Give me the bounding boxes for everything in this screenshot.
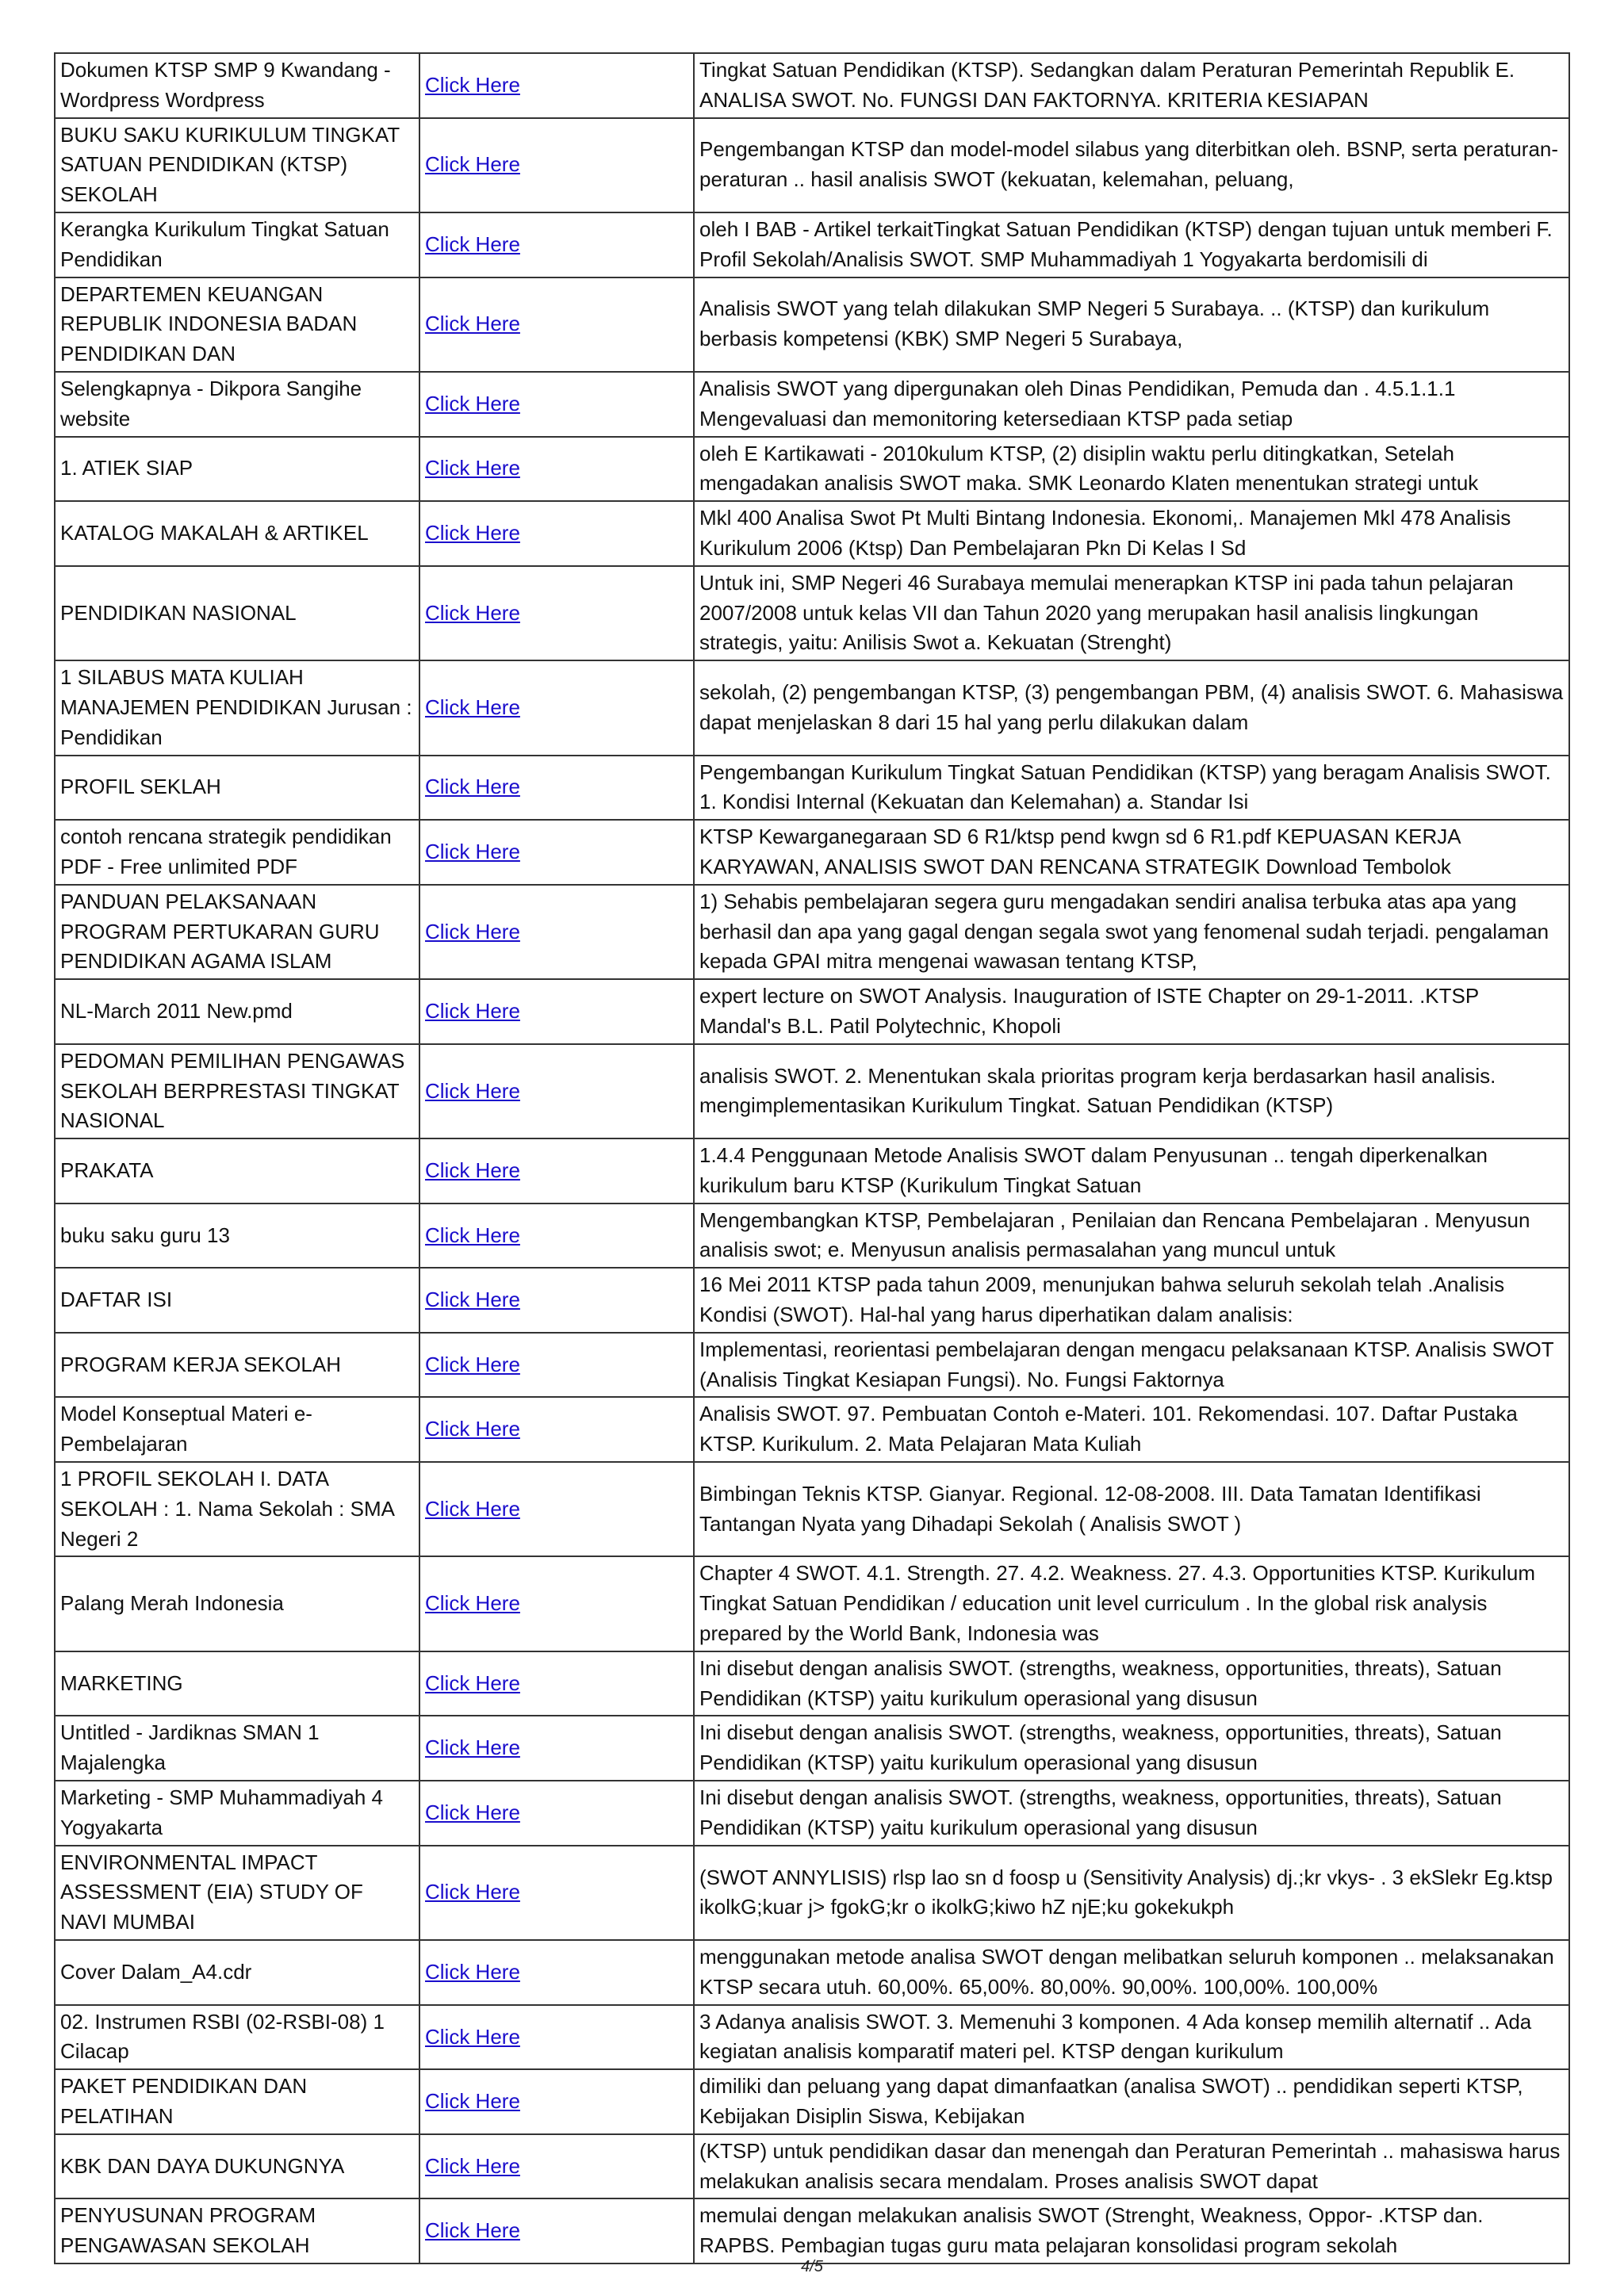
result-link-cell bbox=[419, 756, 694, 821]
result-description: (KTSP) untuk pendidikan dasar dan menengah dan Peraturan Pemerintah .. mahasiswa harus melakukan analisis secara mendalam. Proses analisis SWOT dapat bbox=[694, 2134, 1569, 2199]
click-here-link[interactable]: Click Here bbox=[425, 1591, 520, 1616]
result-description: Analisis SWOT yang telah dilakukan SMP Negeri 5 Surabaya. .. (KTSP) dan kurikulum berbasis kompetensi (KBK) SMP Negeri 5 Surabaya, bbox=[694, 277, 1569, 372]
result-description: Tingkat Satuan Pendidikan (KTSP). Sedangkan dalam Peraturan Pemerintah Republik E. ANALISA SWOT. No. FUNGSI DAN FAKTORNYA. KRITERIA KESIAPAN bbox=[694, 53, 1569, 118]
result-title: Cover Dalam_A4.cdr bbox=[55, 1940, 419, 2005]
click-here-link[interactable]: Click Here bbox=[425, 232, 520, 256]
result-description: menggunakan metode analisa SWOT dengan melibatkan seluruh komponen .. melaksanakan KTSP secara utuh. 60,00%. 65,00%. 80,00%. 90,00%. 100,00%. 100,00% bbox=[694, 1940, 1569, 2005]
result-title: PENDIDIKAN NASIONAL bbox=[55, 566, 419, 660]
click-here-link[interactable]: Click Here bbox=[425, 152, 520, 177]
table-row bbox=[55, 1397, 1569, 1462]
table-row bbox=[55, 820, 1569, 885]
table-row bbox=[55, 1138, 1569, 1203]
click-here-link[interactable]: Click Here bbox=[425, 1352, 520, 1376]
table-row bbox=[55, 277, 1569, 372]
result-link-cell bbox=[419, 2069, 694, 2134]
result-title: Marketing - SMP Muhammadiyah 4 Yogyakarta bbox=[55, 1781, 419, 1846]
result-description: oleh E Kartikawati - 2010kulum KTSP, (2) disiplin waktu perlu ditingkatkan, Setelah mengadakan analisis SWOT maka. SMK Leonardo Klaten menentukan strategi untuk bbox=[694, 437, 1569, 502]
result-title: buku saku guru 13 bbox=[55, 1203, 419, 1269]
result-link-cell bbox=[419, 1138, 694, 1203]
result-link-cell bbox=[419, 2005, 694, 2070]
result-description: Ini disebut dengan analisis SWOT. (strengths, weakness, opportunities, threats), Satuan Pendidikan (KTSP) yaitu kurikulum operasional yang disusun bbox=[694, 1716, 1569, 1781]
table-row bbox=[55, 437, 1569, 502]
table-row bbox=[55, 756, 1569, 821]
click-here-link[interactable]: Click Here bbox=[425, 391, 520, 415]
result-description: Untuk ini, SMP Negeri 46 Surabaya memulai menerapkan KTSP ini pada tahun pelajaran 2007/2008 untuk kelas VII dan Tahun 2020 yang merupakan hasil analisis lingkungan strategis, yaitu: Anilisis Swot a. Kekuatan (Strenght) bbox=[694, 566, 1569, 660]
table-row bbox=[55, 1940, 1569, 2005]
click-here-link[interactable]: Click Here bbox=[425, 1288, 520, 1312]
result-link-cell bbox=[419, 1781, 694, 1846]
click-here-link[interactable]: Click Here bbox=[425, 1496, 520, 1521]
result-description: Analisis SWOT yang dipergunakan oleh Dinas Pendidikan, Pemuda dan . 4.5.1.1.1 Mengevaluasi dan memonitoring ketersediaan KTSP pada setiap bbox=[694, 372, 1569, 437]
table-row bbox=[55, 372, 1569, 437]
table-row bbox=[55, 1846, 1569, 1940]
result-description: Implementasi, reorientasi pembelajaran dengan mengacu pelaksanaan KTSP. Analisis SWOT (Analisis Tingkat Kesiapan Fungsi). No. Fungsi Faktornya bbox=[694, 1333, 1569, 1398]
result-description: analisis SWOT. 2. Menentukan skala prioritas program kerja berdasarkan hasil analisis. mengimplementasikan Kurikulum Tingkat. Satuan Pendidikan (KTSP) bbox=[694, 1044, 1569, 1138]
click-here-link[interactable]: Click Here bbox=[425, 456, 520, 480]
result-title: Palang Merah Indonesia bbox=[55, 1556, 419, 1651]
result-title: 1 SILABUS MATA KULIAH MANAJEMEN PENDIDIKAN Jurusan : Pendidikan bbox=[55, 660, 419, 755]
result-description: 16 Mei 2011 KTSP pada tahun 2009, menunjukan bahwa seluruh sekolah telah .Analisis Kondisi (SWOT). Hal-hal yang harus diperhatikan dalam analisis: bbox=[694, 1268, 1569, 1333]
result-title: KBK DAN DAYA DUKUNGNYA bbox=[55, 2134, 419, 2199]
result-link-cell bbox=[419, 1462, 694, 1556]
click-here-link[interactable]: Click Here bbox=[425, 2089, 520, 2114]
document-page bbox=[54, 52, 1570, 2264]
table-row bbox=[55, 1203, 1569, 1269]
result-title: PENYUSUNAN PROGRAM PENGAWASAN SEKOLAH bbox=[55, 2198, 419, 2263]
result-title: BUKU SAKU KURIKULUM TINGKAT SATUAN PENDIDIKAN (KTSP) SEKOLAH bbox=[55, 118, 419, 212]
result-description: KTSP Kewarganegaraan SD 6 R1/ktsp pend kwgn sd 6 R1.pdf KEPUASAN KERJA KARYAWAN, ANALISIS SWOT DAN RENCANA STRATEGIK Download Tembolok bbox=[694, 820, 1569, 885]
result-link-cell bbox=[419, 437, 694, 502]
click-here-link[interactable]: Click Here bbox=[425, 1078, 520, 1103]
result-title: contoh rencana strategik pendidikan PDF - Free unlimited PDF bbox=[55, 820, 419, 885]
table-row bbox=[55, 1462, 1569, 1556]
result-link-cell bbox=[419, 1846, 694, 1940]
click-here-link[interactable]: Click Here bbox=[425, 1670, 520, 1695]
result-title: MARKETING bbox=[55, 1651, 419, 1716]
result-description: Analisis SWOT. 97. Pembuatan Contoh e-Materi. 101. Rekomendasi. 107. Daftar Pustaka KTSP. Kurikulum. 2. Mata Pelajaran Mata Kuliah bbox=[694, 1397, 1569, 1462]
table-row bbox=[55, 118, 1569, 212]
result-description: Mkl 400 Analisa Swot Pt Multi Bintang Indonesia. Ekonomi,. Manajemen Mkl 478 Analisis Kurikulum 2006 (Ktsp) Dan Pembelajaran Pkn Di Kelas I Sd bbox=[694, 501, 1569, 566]
result-title: PRAKATA bbox=[55, 1138, 419, 1203]
table-row bbox=[55, 885, 1569, 979]
result-link-cell bbox=[419, 820, 694, 885]
result-link-cell bbox=[419, 1397, 694, 1462]
result-title: 1. ATIEK SIAP bbox=[55, 437, 419, 502]
result-title: PROGRAM KERJA SEKOLAH bbox=[55, 1333, 419, 1398]
result-description: Bimbingan Teknis KTSP. Gianyar. Regional. 12-08-2008. III. Data Tamatan Identifikasi Tantangan Nyata yang Dihadapi Sekolah ( Analisis SWOT ) bbox=[694, 1462, 1569, 1556]
page-number: 4/5 bbox=[801, 2258, 823, 2275]
result-title: NL-March 2011 New.pmd bbox=[55, 979, 419, 1044]
table-row bbox=[55, 979, 1569, 1044]
result-description: sekolah, (2) pengembangan KTSP, (3) pengembangan PBM, (4) analisis SWOT. 6. Mahasiswa dapat menjelaskan 8 dari 15 hal yang perlu dilakukan dalam bbox=[694, 660, 1569, 755]
result-title: PROFIL SEKLAH bbox=[55, 756, 419, 821]
result-title: Selengkapnya - Dikpora Sangihe website bbox=[55, 372, 419, 437]
result-link-cell bbox=[419, 566, 694, 660]
result-link-cell bbox=[419, 501, 694, 566]
table-row bbox=[55, 1781, 1569, 1846]
click-here-link[interactable]: Click Here bbox=[425, 1959, 520, 1984]
result-title: PANDUAN PELAKSANAAN PROGRAM PERTUKARAN GURU PENDIDIKAN AGAMA ISLAM bbox=[55, 885, 419, 979]
table-row bbox=[55, 1556, 1569, 1651]
result-link-cell bbox=[419, 885, 694, 979]
result-description: dimiliki dan peluang yang dapat dimanfaatkan (analisa SWOT) .. pendidikan seperti KTSP, Kebijakan Disiplin Siswa, Kebijakan bbox=[694, 2069, 1569, 2134]
table-row bbox=[55, 2198, 1569, 2263]
result-title: 02. Instrumen RSBI (02-RSBI-08) 1 Cilacap bbox=[55, 2005, 419, 2070]
click-here-link[interactable]: Click Here bbox=[425, 1417, 520, 1441]
result-link-cell bbox=[419, 1716, 694, 1781]
result-description: (SWOT ANNYLISIS) rlsp lao sn d foosp u (Sensitivity Analysis) dj.;kr vkys- . 3 ekSlekr Eg.ktsp ikolkG;kuar j> fgokG;kr o ikolkG;kiwo hZ njE;ku gokekukph bbox=[694, 1846, 1569, 1940]
click-here-link[interactable]: Click Here bbox=[425, 1223, 520, 1247]
result-link-cell bbox=[419, 372, 694, 437]
result-link-cell bbox=[419, 212, 694, 277]
table-row bbox=[55, 566, 1569, 660]
table-row bbox=[55, 1716, 1569, 1781]
result-title: 1 PROFIL SEKOLAH I. DATA SEKOLAH : 1. Nama Sekolah : SMA Negeri 2 bbox=[55, 1462, 419, 1556]
click-here-link[interactable]: Click Here bbox=[425, 521, 520, 545]
table-row bbox=[55, 1651, 1569, 1716]
result-description: expert lecture on SWOT Analysis. Inauguration of ISTE Chapter on 29-1-2011. .KTSP Mandal's B.L. Patil Polytechnic, Khopoli bbox=[694, 979, 1569, 1044]
result-link-cell bbox=[419, 277, 694, 372]
click-here-link[interactable]: Click Here bbox=[425, 1800, 520, 1824]
result-description: Ini disebut dengan analisis SWOT. (strengths, weakness, opportunities, threats), Satuan Pendidikan (KTSP) yaitu kurikulum operasional yang disusun bbox=[694, 1651, 1569, 1716]
result-title: KATALOG MAKALAH & ARTIKEL bbox=[55, 501, 419, 566]
result-link-cell bbox=[419, 1556, 694, 1651]
click-here-link[interactable]: Click Here bbox=[425, 1735, 520, 1760]
result-description: Mengembangkan KTSP, Pembelajaran , Penilaian dan Rencana Pembelajaran . Menyusun analisis swot; e. Menyusun analisis permasalahan yang muncul untuk bbox=[694, 1203, 1569, 1269]
table-row bbox=[55, 1044, 1569, 1138]
click-here-link[interactable]: Click Here bbox=[425, 312, 520, 336]
click-here-link[interactable]: Click Here bbox=[425, 72, 520, 97]
result-title: Dokumen KTSP SMP 9 Kwandang - Wordpress Wordpress bbox=[55, 53, 419, 118]
result-description: Ini disebut dengan analisis SWOT. (strengths, weakness, opportunities, threats), Satuan Pendidikan (KTSP) yaitu kurikulum operasional yang disusun bbox=[694, 1781, 1569, 1846]
click-here-link[interactable]: Click Here bbox=[425, 600, 520, 625]
result-description: 1.4.4 Penggunaan Metode Analisis SWOT dalam Penyusunan .. tengah diperkenalkan kurikulum baru KTSP (Kurikulum Tingkat Satuan bbox=[694, 1138, 1569, 1203]
table-row bbox=[55, 2134, 1569, 2199]
result-link-cell bbox=[419, 1268, 694, 1333]
result-link-cell bbox=[419, 53, 694, 118]
result-link-cell bbox=[419, 1333, 694, 1398]
result-description: Chapter 4 SWOT. 4.1. Strength. 27. 4.2. Weakness. 27. 4.3. Opportunities KTSP. Kurikulum Tingkat Satuan Pendidikan / education unit level curriculum . In the global risk analysis prepared by the World Bank, Indonesia was bbox=[694, 1556, 1569, 1651]
result-link-cell bbox=[419, 1203, 694, 1269]
table-row bbox=[55, 1268, 1569, 1333]
table-row bbox=[55, 1333, 1569, 1398]
click-here-link[interactable]: Click Here bbox=[425, 2153, 520, 2178]
click-here-link[interactable]: Click Here bbox=[425, 840, 520, 864]
result-link-cell bbox=[419, 118, 694, 212]
result-title: Untitled - Jardiknas SMAN 1 Majalengka bbox=[55, 1716, 419, 1781]
result-title: Model Konseptual Materi e-Pembelajaran bbox=[55, 1397, 419, 1462]
result-title: DAFTAR ISI bbox=[55, 1268, 419, 1333]
table-row bbox=[55, 53, 1569, 118]
result-title: PAKET PENDIDIKAN DAN PELATIHAN bbox=[55, 2069, 419, 2134]
result-link-cell bbox=[419, 1044, 694, 1138]
result-link-cell bbox=[419, 1651, 694, 1716]
result-link-cell bbox=[419, 979, 694, 1044]
result-description: memulai dengan melakukan analisis SWOT (Strenght, Weakness, Oppor- .KTSP dan. RAPBS. Pembagian tugas guru mata pelajaran konsolidasi program sekolah bbox=[694, 2198, 1569, 2263]
result-description: 3 Adanya analisis SWOT. 3. Memenuhi 3 komponen. 4 Ada konsep memilih alternatif .. Ada kegiatan analisis komparatif materi pel. KTSP dengan kurikulum bbox=[694, 2005, 1569, 2070]
table-row bbox=[55, 501, 1569, 566]
click-here-link[interactable]: Click Here bbox=[425, 1158, 520, 1182]
table-row bbox=[55, 2005, 1569, 2070]
click-here-link[interactable]: Click Here bbox=[425, 2218, 520, 2243]
click-here-link[interactable]: Click Here bbox=[425, 695, 520, 719]
result-link-cell bbox=[419, 660, 694, 755]
result-title: ENVIRONMENTAL IMPACT ASSESSMENT (EIA) STUDY OF NAVI MUMBAI bbox=[55, 1846, 419, 1940]
results-table bbox=[54, 52, 1570, 2264]
result-title: PEDOMAN PEMILIHAN PENGAWAS SEKOLAH BERPRESTASI TINGKAT NASIONAL bbox=[55, 1044, 419, 1138]
click-here-link[interactable]: Click Here bbox=[425, 2024, 520, 2049]
click-here-link[interactable]: Click Here bbox=[425, 919, 520, 943]
table-row bbox=[55, 2069, 1569, 2134]
result-description: 1) Sehabis pembelajaran segera guru mengadakan sendiri analisa terbuka atas apa yang berhasil dan apa yang gagal dengan segala swot yang fenomenal sudah terjadi. pengalaman kepada GPAI mitra mengenai wawasan tentang KTSP, bbox=[694, 885, 1569, 979]
result-description: Pengembangan KTSP dan model-model silabus yang diterbitkan oleh. BSNP, serta peraturan-peraturan .. hasil analisis SWOT (kekuatan, kelemahan, peluang, bbox=[694, 118, 1569, 212]
click-here-link[interactable]: Click Here bbox=[425, 1880, 520, 1904]
result-link-cell bbox=[419, 1940, 694, 2005]
table-row bbox=[55, 212, 1569, 277]
table-row bbox=[55, 660, 1569, 755]
click-here-link[interactable]: Click Here bbox=[425, 999, 520, 1023]
results-table-body bbox=[55, 53, 1569, 2263]
click-here-link[interactable]: Click Here bbox=[425, 775, 520, 799]
result-description: oleh I BAB - Artikel terkaitTingkat Satuan Pendidikan (KTSP) dengan tujuan untuk memberi F. Profil Sekolah/Analisis SWOT. SMP Muhammadiyah 1 Yogyakarta berdomisili di bbox=[694, 212, 1569, 277]
result-title: DEPARTEMEN KEUANGAN REPUBLIK INDONESIA BADAN PENDIDIKAN DAN bbox=[55, 277, 419, 372]
result-description: Pengembangan Kurikulum Tingkat Satuan Pendidikan (KTSP) yang beragam Analisis SWOT. 1. Kondisi Internal (Kekuatan dan Kelemahan) a. Standar Isi bbox=[694, 756, 1569, 821]
result-link-cell bbox=[419, 2198, 694, 2263]
result-title: Kerangka Kurikulum Tingkat Satuan Pendidikan bbox=[55, 212, 419, 277]
result-link-cell bbox=[419, 2134, 694, 2199]
